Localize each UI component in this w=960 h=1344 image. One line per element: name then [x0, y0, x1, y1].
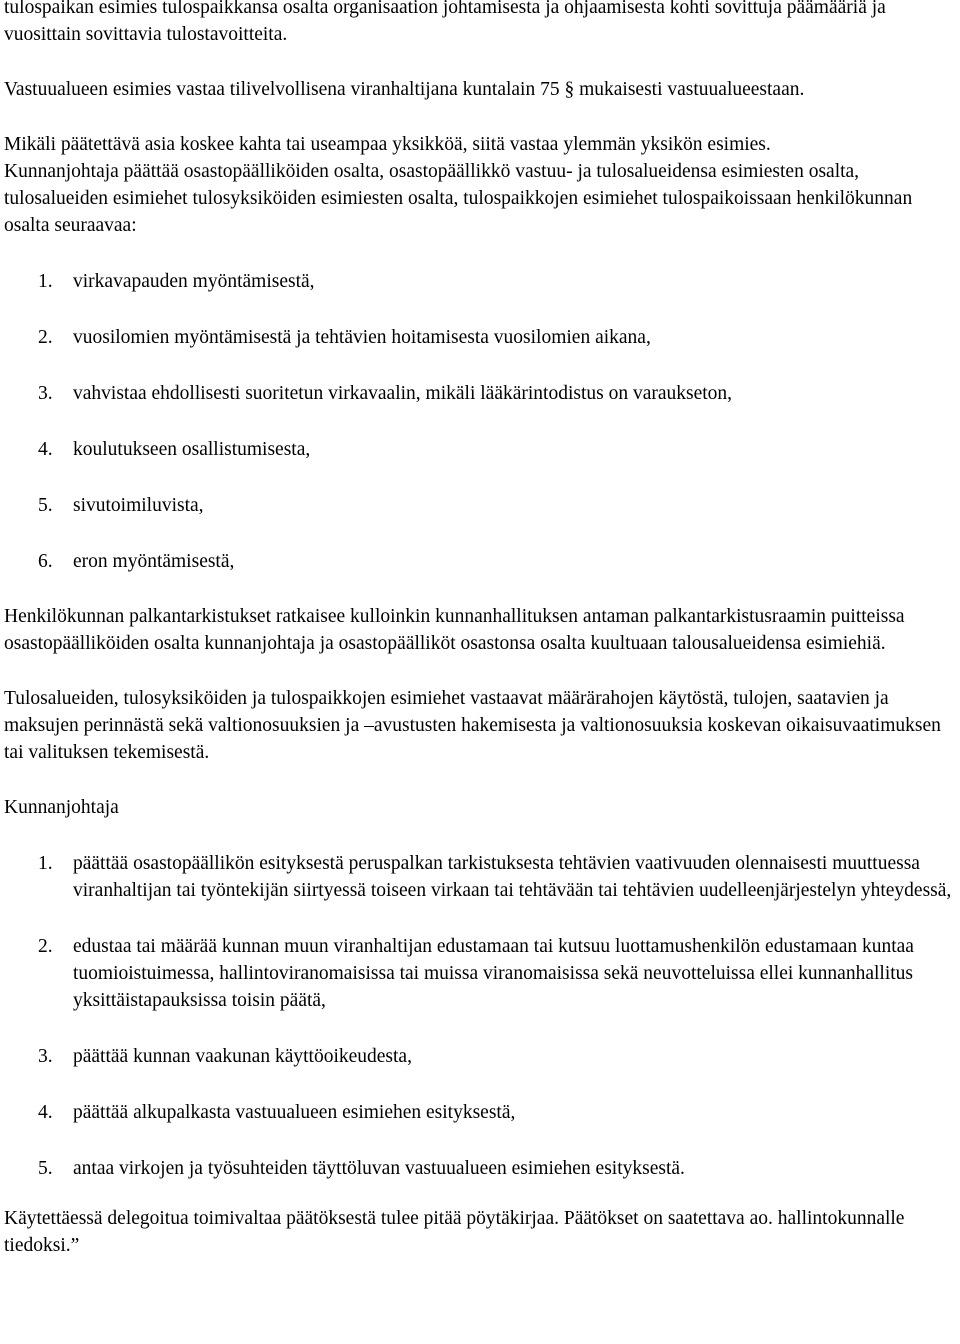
list-text: virkavapauden myöntämisestä,: [73, 271, 315, 292]
list-number: 4.: [38, 1102, 53, 1123]
list-number: 1.: [38, 853, 53, 874]
list-number: 3.: [38, 383, 53, 404]
list-number: 2.: [38, 936, 53, 957]
list-item: [4, 933, 956, 1014]
list-item: [4, 1099, 956, 1126]
budget-paragraph: Tulosalueiden, tulosyksiköiden ja tulospaikkojen esimiehet vastaavat määrärahojen käytöstä, tulojen, saatavien ja maksujen perinnästä sekä valtionosuuksien ja –avustusten hakemisesta ja valtionosuuksia koskevan oikaisuvaatimuksen tai valituksen tekemisestä.: [4, 688, 941, 763]
multi-unit-paragraph: Mikäli päätettävä asia koskee kahta tai useampaa yksikköä, siitä vastaa ylemmän yksikön esimies.: [4, 134, 771, 155]
list-text: koulutukseen osallistumisesta,: [73, 439, 311, 460]
list-number: 1.: [38, 271, 53, 292]
list-number: 5.: [38, 1158, 53, 1179]
list-text: päättää alkupalkasta vastuualueen esimiehen esityksestä,: [73, 1102, 516, 1123]
list-text: vuosilomien myöntämisestä ja tehtävien hoitamisesta vuosilomien aikana,: [73, 327, 651, 348]
list-number: 5.: [38, 495, 53, 516]
list-text: antaa virkojen ja työsuhteiden täyttöluvan vastuualueen esimiehen esityksestä.: [73, 1158, 685, 1179]
list-item: [4, 548, 956, 575]
closing-paragraph: Käytettäessä delegoitua toimivaltaa päätöksestä tulee pitää pöytäkirjaa. Päätökset on saatettava ao. hallintokunnalle tiedoksi.”: [4, 1208, 905, 1256]
list-item: [4, 1043, 956, 1070]
salary-paragraph: Henkilökunnan palkantarkistukset ratkaisee kulloinkin kunnanhallituksen antaman palkantarkistusraamin puitteissa osastopäälliköiden osalta kunnanjohtaja ja osastopäälliköt osastonsa osalta kuultuaan talousalueidensa esimiehiä.: [4, 606, 905, 654]
list-number: 2.: [38, 327, 53, 348]
mayor-authority-list: [4, 850, 956, 1182]
list-number: 6.: [38, 551, 53, 572]
list-item: [4, 380, 956, 407]
list-item: [4, 850, 956, 904]
list-number: 4.: [38, 439, 53, 460]
list-text: sivutoimiluvista,: [73, 495, 204, 516]
list-text: päättää osastopäällikön esityksestä peruspalkan tarkistuksesta tehtävien vaativuuden olennaisesti muuttuessa viranhaltijan tai työntekijän siirtyessä toiseen virkaan tai tehtävään tai tehtävien uudelleenjärjestelyn yhteydessä,: [73, 853, 952, 901]
responsibility-paragraph: Vastuualueen esimies vastaa tilivelvollisena viranhaltijana kuntalain 75 § mukaisesti vastuualueestaan.: [4, 79, 805, 100]
decision-authority-paragraph: Kunnanjohtaja päättää osastopäälliköiden osalta, osastopäällikkö vastuu- ja tulosalueidensa esimiesten osalta, tulosalueiden esimiehet tulosyksiköiden esimiesten osalta, tulospaikkojen esimiehet tulospaikoissaan henkilökunnan osalta seuraavaa:: [4, 161, 913, 236]
list-number: 3.: [38, 1046, 53, 1067]
list-item: [4, 1155, 956, 1182]
list-text: edustaa tai määrää kunnan muun viranhaltijan edustamaan tai kutsuu luottamushenkilön edustamaan kuntaa tuomioistuimessa, hallintoviranomaisissa tai muissa viranomaisissa sekä neuvotteluissa ellei kunnanhallitus yksittäistapauksissa toisin päätä,: [73, 936, 914, 1011]
list-text: päättää kunnan vaakunan käyttöoikeudesta,: [73, 1046, 412, 1067]
intro-paragraph: tulospaikan esimies tulospaikkansa osalta organisaation johtamisesta ja ohjaamisesta kohti sovittuja päämääriä ja vuosittain sovittavia tulostavoitteita.: [4, 0, 886, 45]
list-item: [4, 324, 956, 351]
list-text: vahvistaa ehdollisesti suoritetun virkavaalin, mikäli lääkärintodistus on varaukseton,: [73, 383, 733, 404]
authority-list: [4, 268, 956, 575]
list-item: [4, 268, 956, 295]
list-item: [4, 436, 956, 463]
list-text: eron myöntämisestä,: [73, 551, 235, 572]
section-heading: Kunnanjohtaja: [4, 797, 119, 818]
document-body: [4, 0, 956, 1259]
list-item: [4, 492, 956, 519]
